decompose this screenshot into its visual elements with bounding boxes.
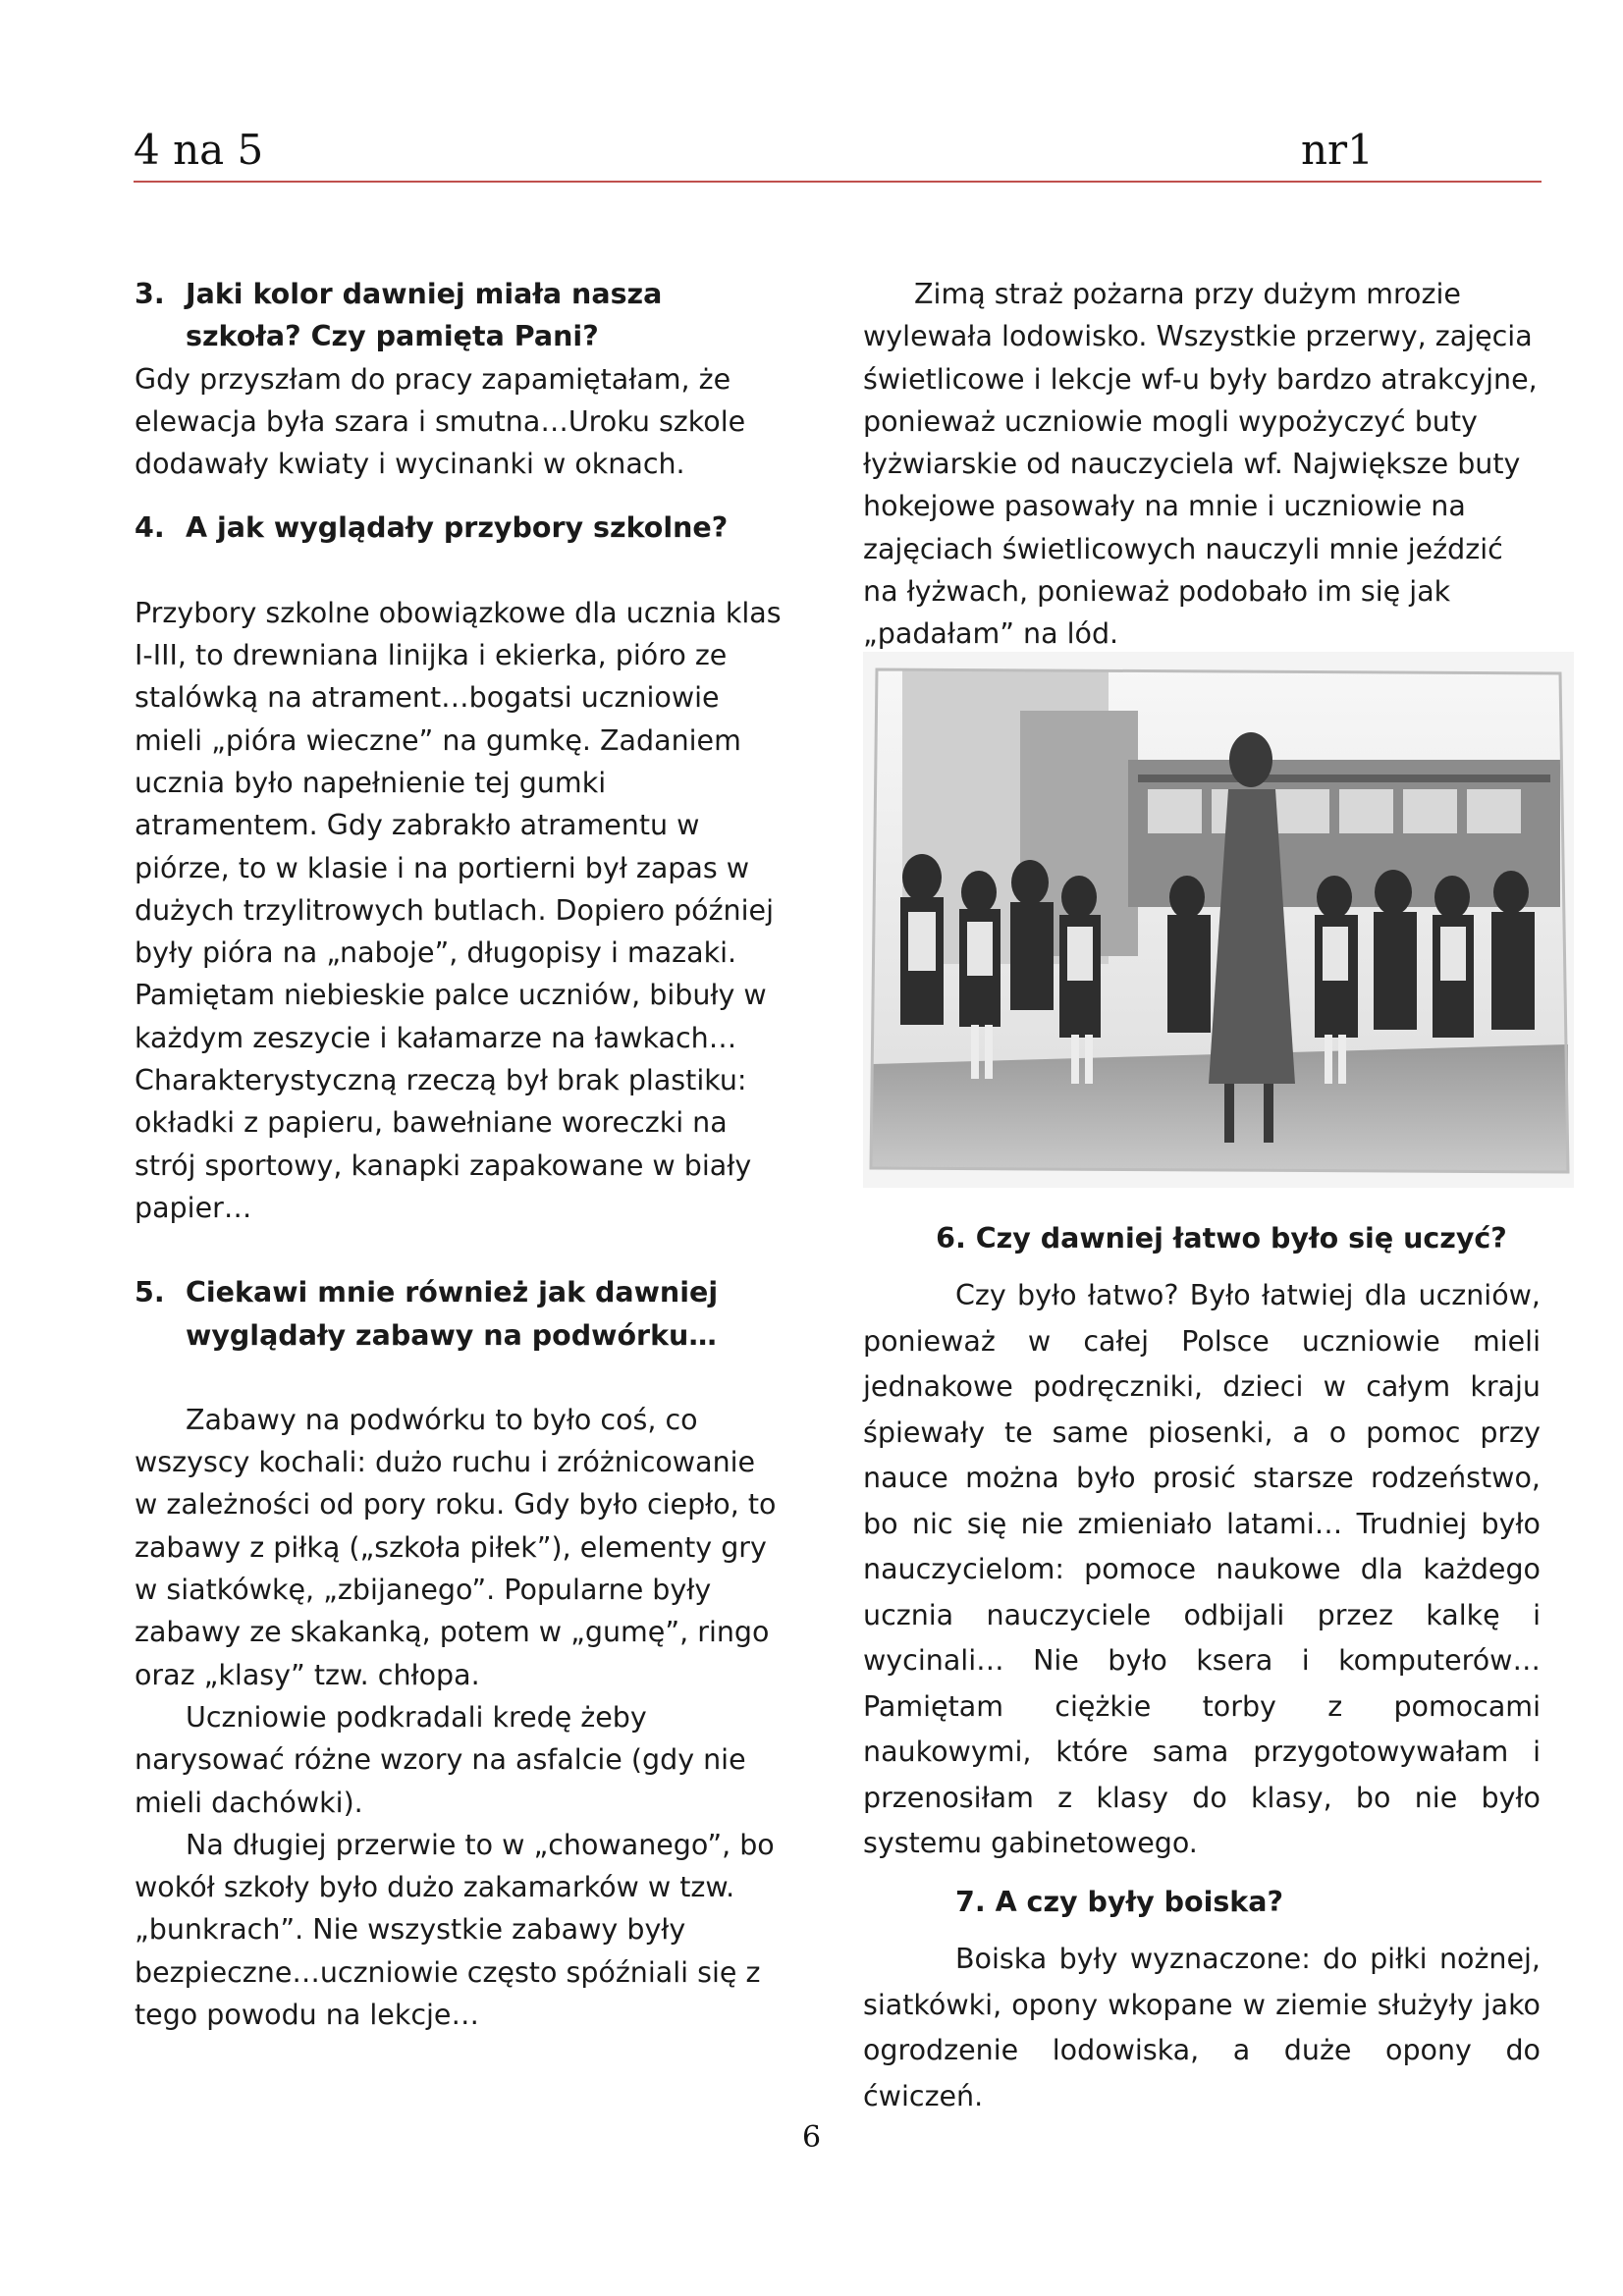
left-column	[135, 273, 783, 2036]
page-number: 6	[801, 2120, 822, 2155]
right-column-lower	[863, 1217, 1541, 2119]
answer-3: Gdy przyszłam do pracy zapamiętałam, że elewacja była szara i smutna…Uroku szkole dodawały kwiaty i wycinanki w oknach.	[135, 362, 746, 481]
newsletter-title: 4 na 5	[134, 126, 264, 174]
question-5-line-2: wyglądały zabawy na podwórku…	[186, 1318, 717, 1352]
question-3	[135, 273, 783, 358]
question-4-number: 4.	[135, 511, 165, 545]
header-divider	[134, 181, 1542, 183]
question-3-line-2: szkoła? Czy pamięta Pani?	[186, 320, 599, 353]
answer-4-paragraph-1: Przybory szkolne obowiązkowe dla ucznia klas I-III, to drewniana linijka i ekierka, pióro ze stalówką na atrament…bogatsi uczniowie mieli „pióra wieczne” na gumkę. Zadaniem ucznia było napełnienie tej gumki atramentem. Gdy zabrakło atramentu w piórze, to w klasie i na portierni był zapas w dużych trzylitrowych butlach. Dopiero później były pióra na „naboje”, długopisy i mazaki.	[135, 596, 782, 970]
question-4-text: A jak wyglądały przybory szkolne?	[186, 511, 729, 545]
right-column	[863, 273, 1541, 656]
question-4	[135, 507, 783, 549]
answer-5-paragraph-1: Zabawy na podwórku to było coś, co wszyscy kochali: dużo ruchu i zróżnicowanie w zależności od pory roku. Gdy było ciepło, to zabawy z piłką („szkoła piłek”), elementy gry w siatkówkę, „zbijanego”. Popularne były zabawy ze skakanką, potem w „gumę”, ringo oraz „klasy” tzw. chłopa.	[135, 1403, 777, 1691]
photo-illustration	[863, 652, 1574, 1188]
answer-6: Czy było łatwo? Było łatwiej dla uczniów, ponieważ w całej Polsce uczniowie mieli jednakowe podręczniki, dzieci w całym kraju śpiewały te same piosenki, a o pomoc przy nauce można było prosić starsze rodzeństwo, bo nic się nie zmieniało latami… Trudniej było nauczycielom: pomoce naukowe dla każdego ucznia nauczyciele odbijali przez kalkę i wycinali… Nie było ksera i komputerów… Pamiętam ciężkie torby z pomocami naukowymi, które sama przygotowywałam i przenosiłam z klasy do klasy, bo nie było systemu gabinetowego.	[863, 1279, 1541, 1860]
question-5-number: 5.	[135, 1276, 165, 1309]
issue-number: nr1	[1301, 126, 1374, 174]
archival-school-photo	[863, 652, 1574, 1188]
question-5-line-1: Ciekawi mnie również jak dawniej	[186, 1276, 719, 1309]
answer-5-paragraph-3: Na długiej przerwie to w „chowanego”, bo wokół szkoły było dużo zakamarków w tzw. „bunkrach”. Nie wszystkie zabawy były bezpieczne…uczniowie często spóźniali się z tego powodu na lekcje…	[135, 1828, 775, 2031]
answer-4-paragraph-2: Pamiętam niebieskie palce uczniów, bibuły w każdym zeszycie i kałamarze na ławkach… Charakterystyczną rzeczą był brak plastiku: okładki z papieru, bawełniane woreczki na strój sportowy, kanapki zapakowane w biały papier…	[135, 979, 767, 1224]
answer-7: Boiska były wyznaczone: do piłki nożnej, siatkówki, opony wkopane w ziemie służyły jako ogrodzenie lodowiska, a duże opony do ćwiczeń.	[863, 1943, 1541, 2112]
answer-5-continued: Zimą straż pożarna przy dużym mrozie wylewała lodowisko. Wszystkie przerwy, zajęcia świetlicowe i lekcje wf-u były bardzo atrakcyjne, ponieważ uczniowie mogli wypożyczyć buty łyżwiarskie od nauczyciela wf. Największe buty hokejowe pasowały na mnie i uczniowie na zajęciach świetlicowych nauczyli mnie jeździć na łyżwach, ponieważ podobało im się jak „padałam” na lód.	[863, 278, 1538, 651]
answer-5-paragraph-2: Uczniowie podkradali kredę żeby narysować różne wzory na asfalcie (gdy nie mieli dachówki).	[135, 1700, 746, 1819]
question-3-line-1: Jaki kolor dawniej miała nasza	[186, 278, 663, 310]
question-7: 7. A czy były boiska?	[955, 1885, 1284, 1918]
question-6: 6. Czy dawniej łatwo było się uczyć?	[936, 1222, 1507, 1255]
question-5	[135, 1271, 783, 1357]
question-3-number: 3.	[135, 278, 165, 310]
